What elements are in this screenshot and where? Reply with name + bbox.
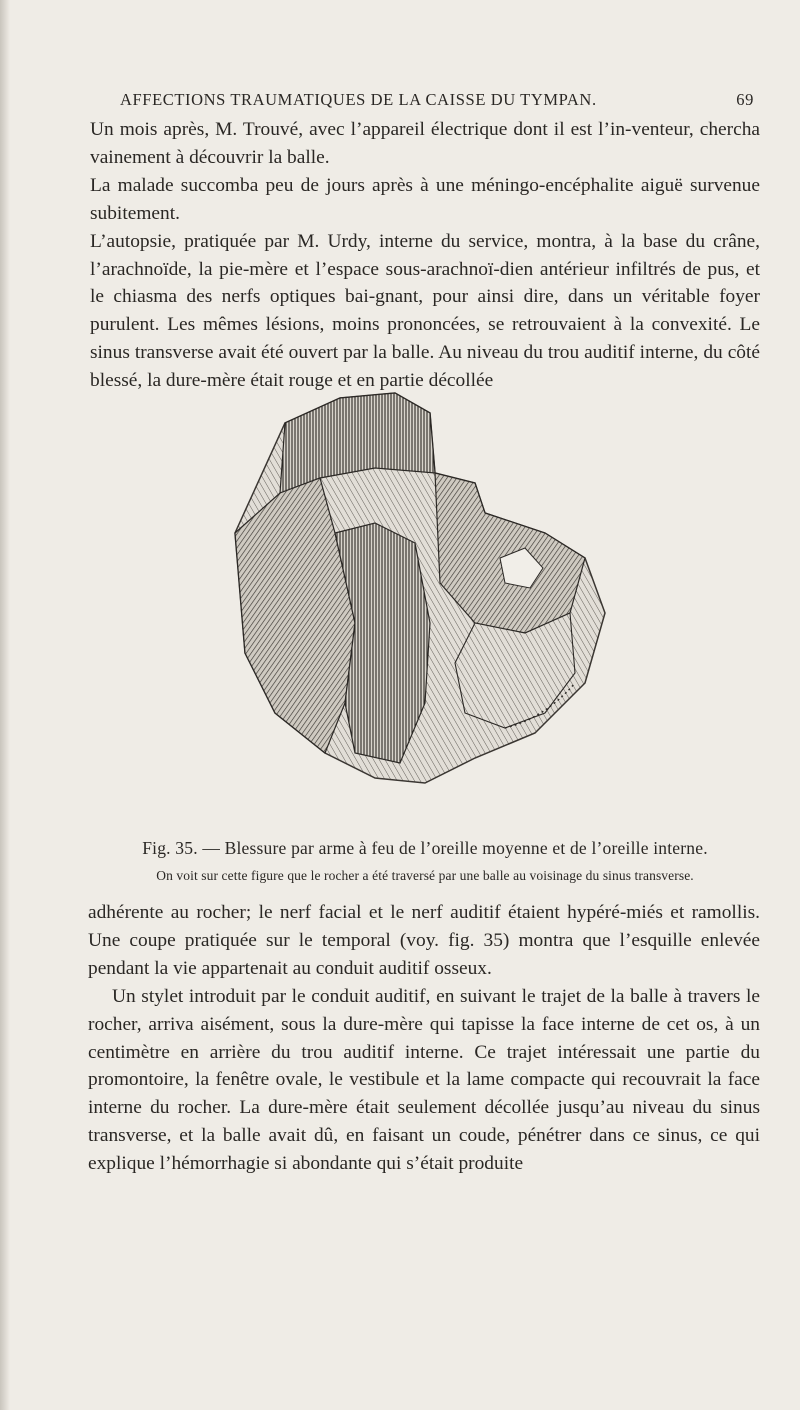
paragraph: adhérente au rocher; le nerf facial et le nerf auditif étaient hypéré-miés et ramollis. Une coupe pratiquée sur le temporal (voy. fig. 35) montra que l’esquille enlevée pendant la vie appartenait au conduit auditif osseux.: [88, 902, 760, 979]
paragraph: Un stylet introduit par le conduit auditif, en suivant le trajet de la balle à travers le rocher, arriva aisément, sous la dure-mère qui tapisse la face interne de cet os, à un centimètre en arrière du trou auditif interne. Ce trajet intéressait une partie du promontoire, la fenêtre ovale, le vestibule et la lame compacte qui recouvrait la face interne du rocher. La dure-mère était seulement décollée jusqu’au niveau du sinus transverse, et la balle avait dû, en faisant un coude, pénétrer dans ce sinus, ce qui explique l’hémorrhagie si abondante qui s’était produite: [88, 985, 760, 1175]
page-spine-shadow: [0, 0, 10, 1410]
figure-caption: Fig. 35. — Blessure par arme à feu de l’oreille moyenne et de l’oreille interne.: [142, 838, 708, 858]
running-head: [90, 90, 754, 110]
paragraph: L’autopsie, pratiquée par M. Urdy, interne du service, montra, à la base du crâne, l’arachnoïde, la pie-mère et l’espace sous-arachnoï-dien antérieur infiltrés de pus, et le chiasma des nerfs optiques bai-gnant, pour ainsi dire, dans un véritable foyer purulent. Les mêmes lésions, moins prononcées, se retrouvaient à la convexité. Le sinus transverse avait été ouvert par la balle. Au niveau du trou auditif interne, du côté blessé, la dure-mère était rouge et en partie décollée: [90, 230, 760, 392]
page-number: 69: [736, 90, 754, 109]
anatomical-illustration: [225, 383, 615, 803]
body-text-bottom: [88, 899, 760, 1178]
paragraph: Un mois après, M. Trouvé, avec l’appareil électrique dont il est l’in-venteur, chercha vainement à découvrir la balle.: [90, 119, 760, 168]
figure-subcaption: On voit sur cette figure que le rocher a été traversé par une balle au voisinage du sinus transverse.: [156, 868, 694, 883]
body-text-top: [90, 116, 760, 395]
paragraph: La malade succomba peu de jours après à une méningo-encéphalite aiguë survenue subitement.: [90, 174, 760, 224]
running-head-title: AFFECTIONS TRAUMATIQUES DE LA CAISSE DU TYMPAN.: [120, 90, 597, 109]
